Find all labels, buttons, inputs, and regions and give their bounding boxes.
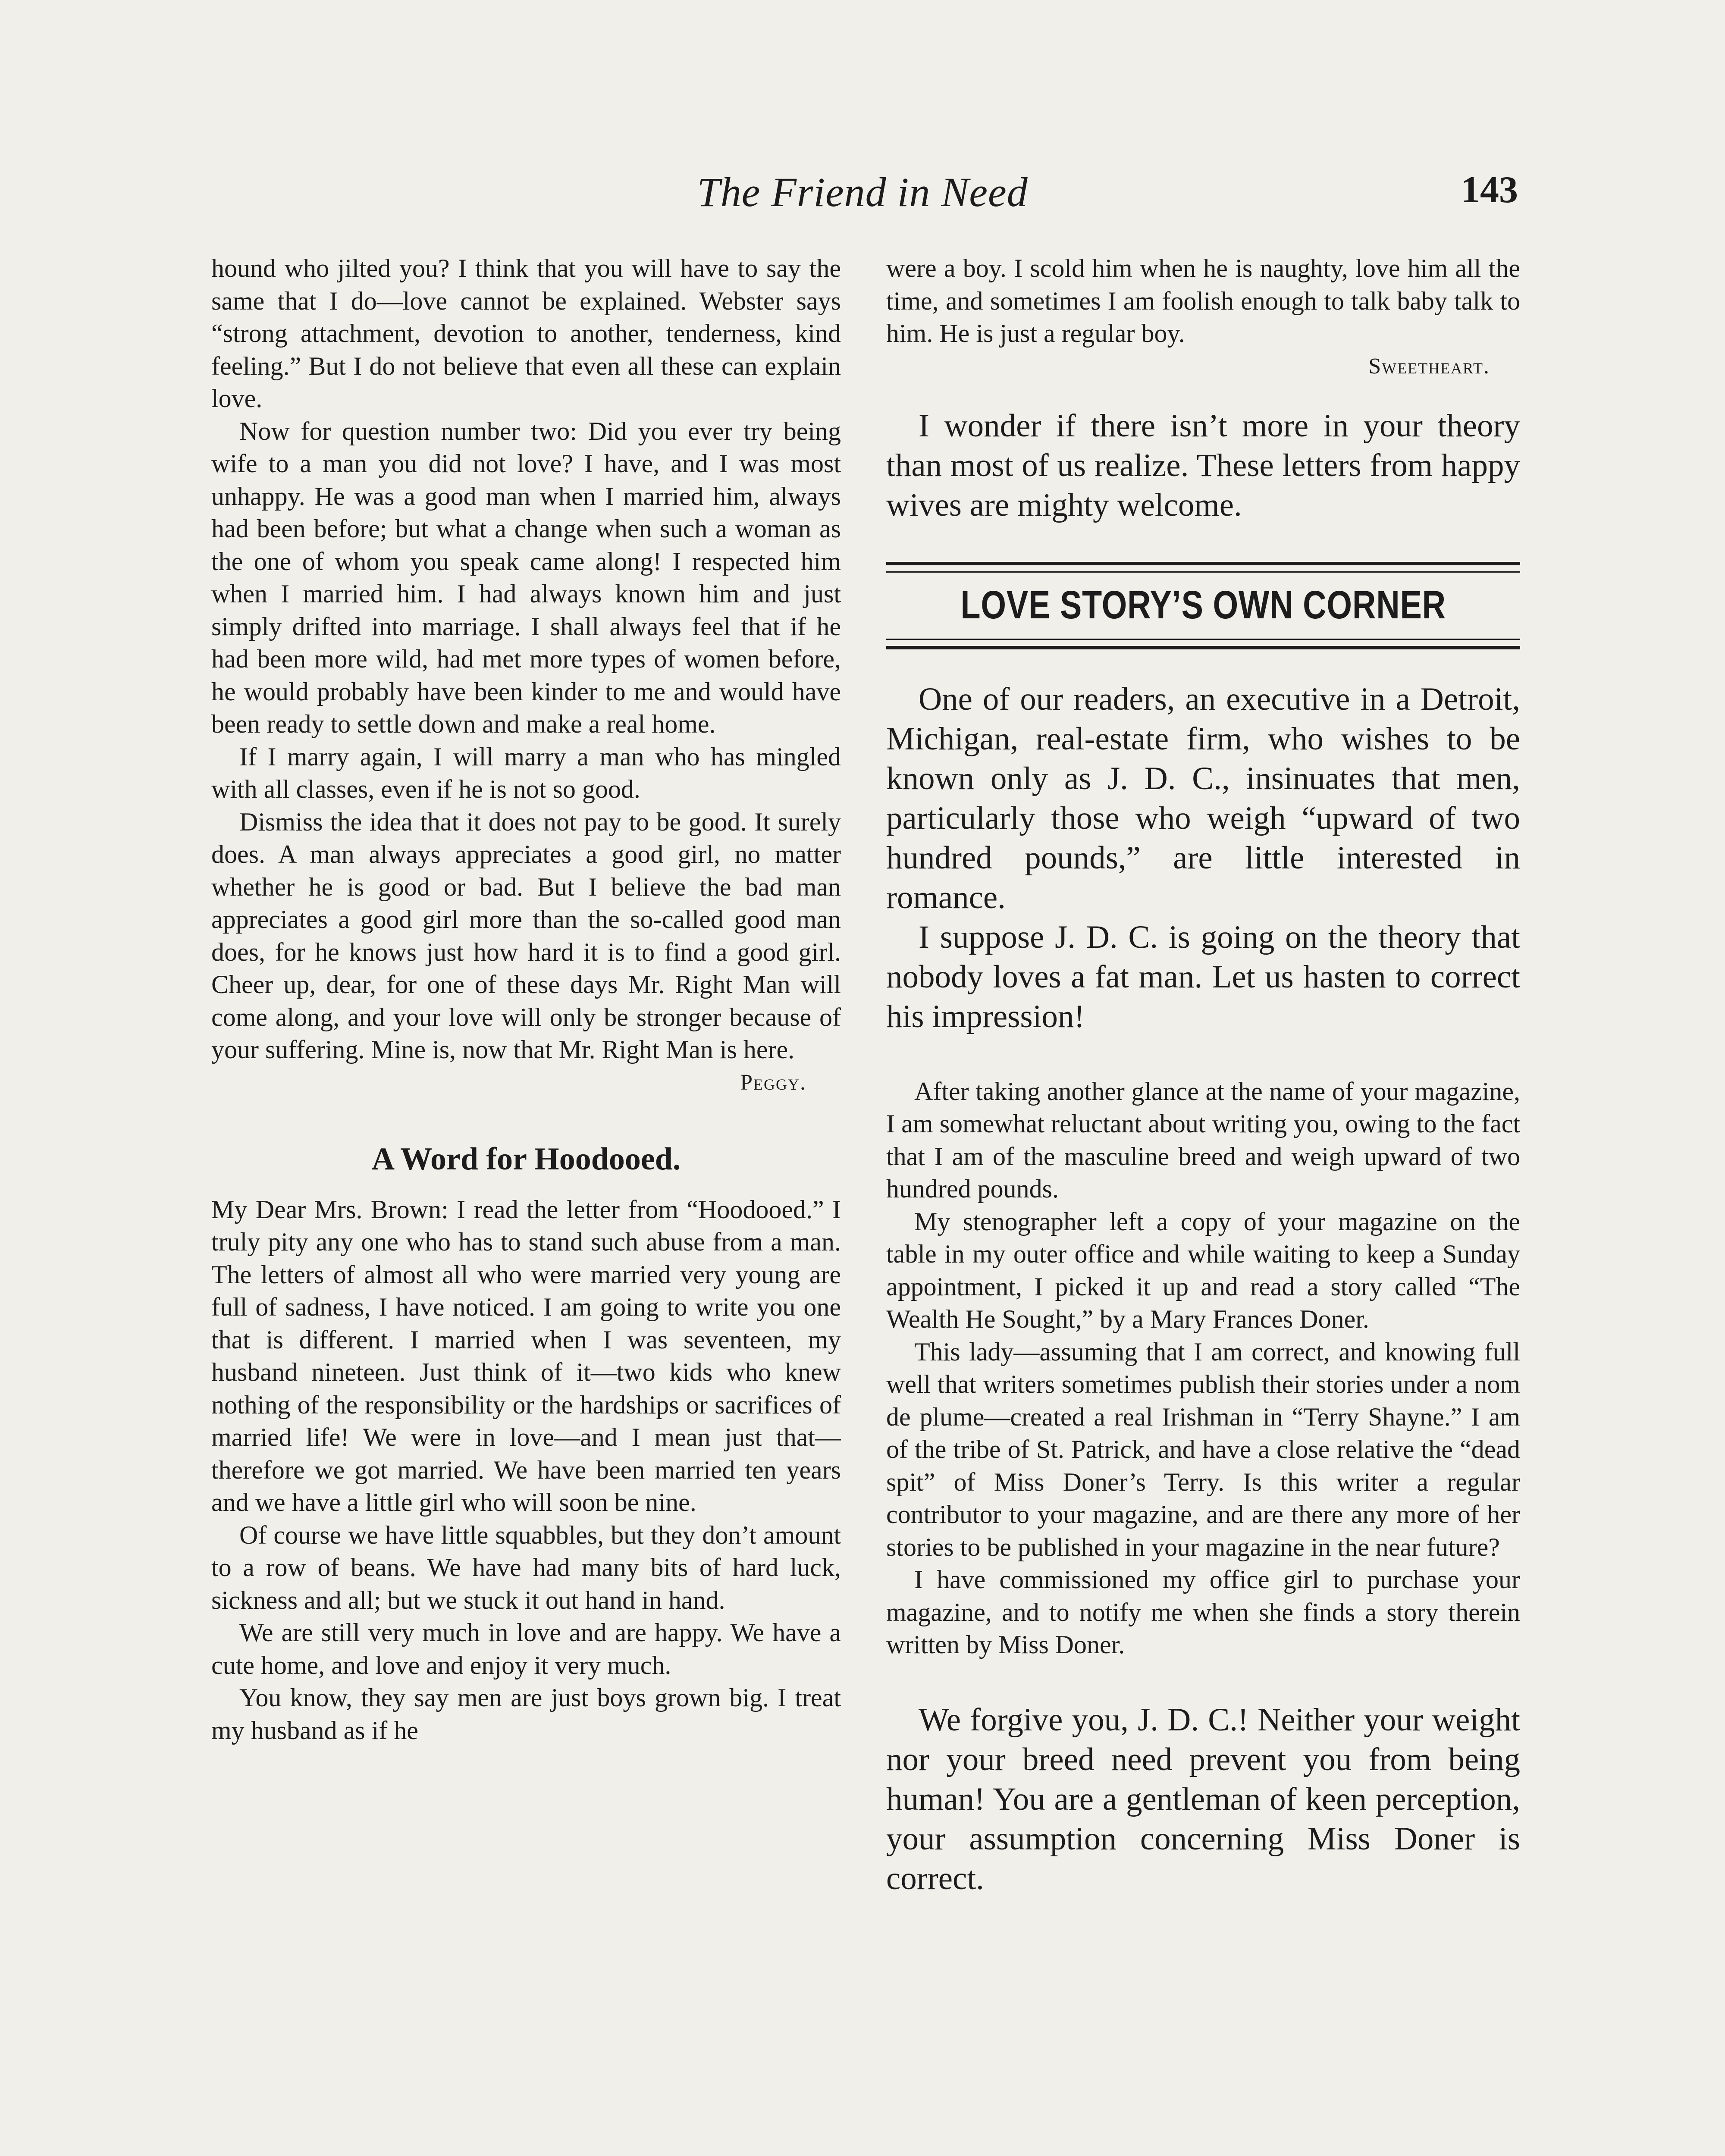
letter-paragraph: Now for question number two: Did you ever try being wife to a man you did not love? I have, and I was most unhappy. He was a good man when I married him, always had been before; but what a change when such a woman as the one of whom you speak came along! I respected him when I married him. I had always known him and just simply drifted into marriage. I shall always feel that if he had been more wild, had met more types of women before, he would probably have been kinder to me and would have been ready to settle down and make a real home. bbox=[211, 417, 841, 738]
editor-comment: I suppose J. D. C. is going on the theory that nobody loves a fat man. Let us hasten to correct his impression! bbox=[886, 919, 1520, 1034]
letter-paragraph: This lady—assuming that I am correct, and knowing full well that writers sometimes publish their stories under a nom de plume—created a real Irishman in “Terry Shayne.” I am of the tribe of St. Patrick, and have a close relative the “dead spit” of Miss Doner’s Terry. Is this writer a regular contributor to your magazine, and are there any more of her stories to be published in your magazine in the near future? bbox=[886, 1337, 1520, 1561]
editor-comment: We forgive you, J. D. C.! Neither your weight nor your breed need prevent you from being human! You are a gentleman of keen perception, your assumption concerning Miss Doner is correct. bbox=[886, 1702, 1520, 1896]
letter-paragraph: My Dear Mrs. Brown: I read the letter from “Hoodooed.” I truly pity any one who has to stand such abuse from a man. The letters of almost all who were married very young are full of sadness, I have noticed. I am going to write you one that is different. I married when I was seventeen, my husband nineteen. Just think of it—two kids who knew nothing of the responsibility or the hardships or sacrifices of married life! We were in love—and I mean just that—therefore we got married. We have been married ten years and we have a little girl who will soon be nine. bbox=[211, 1195, 841, 1517]
editor-comment: One of our readers, an executive in a Detroit, Michigan, real-estate firm, who wishes to be known only as J. D. C., insinuates that men, particularly those who weigh “upward of two hundred pounds,” are little interested in romance. bbox=[886, 681, 1520, 915]
corner-title: LOVE STORY’S OWN CORNER bbox=[960, 583, 1446, 627]
running-title: The Friend in Need bbox=[697, 169, 1028, 215]
spacer bbox=[886, 1037, 1520, 1075]
spacer bbox=[886, 382, 1520, 406]
signature-sweetheart: Sweetheart. bbox=[1368, 354, 1490, 379]
letter-paragraph: You know, they say men are just boys grown big. I treat my husband as if he bbox=[211, 1683, 841, 1745]
letter-paragraph: Of course we have little squabbles, but they don’t amount to a row of beans. We have had many bits of hard luck, sickness and all; but we stuck it out hand in hand. bbox=[211, 1520, 841, 1614]
page-header bbox=[207, 160, 1518, 233]
signature-peggy: Peggy. bbox=[740, 1070, 806, 1095]
letter-paragraph: After taking another glance at the name of your magazine, I am somewhat reluctant about writing you, owing to the fact that I am of the masculine breed and weigh upward of two hundred pounds. bbox=[886, 1077, 1520, 1203]
letter-paragraph: were a boy. I scold him when he is naughty, love him all the time, and sometimes I am foolish enough to talk baby talk to him. He is just a regular boy. bbox=[886, 254, 1520, 348]
letter-paragraph: My stenographer left a copy of your magazine on the table in my outer office and while waiting to keep a Sunday appointment, I picked it up and read a story called “The Wealth He Sought,” by a Mary Frances Doner. bbox=[886, 1207, 1520, 1333]
spacer bbox=[886, 1661, 1520, 1700]
letter-paragraph: Dismiss the idea that it does not pay to be good. It surely does. A man always appreciates a good girl, no matter whether he is good or bad. But I believe the bad man appreciates a good girl more than the so-called good man does, for he knows just how hard it is to find a good girl. Cheer up, dear, for one of these days Mr. Right Man will come along, and your love will only be stronger because of your suffering. Mine is, now that Mr. Right Man is here. bbox=[211, 807, 841, 1064]
right-column bbox=[886, 252, 1520, 2156]
section-heading: A Word for Hoodooed. bbox=[371, 1141, 681, 1177]
left-column bbox=[211, 252, 841, 2156]
letter-paragraph: If I marry again, I will marry a man who has mingled with all classes, even if he is not so good. bbox=[211, 742, 841, 803]
corner-title-box bbox=[886, 562, 1520, 649]
letter-paragraph: I have commissioned my office girl to purchase your magazine, and to notify me when she finds a story therein written by Miss Doner. bbox=[886, 1565, 1520, 1659]
letter-paragraph: hound who jilted you? I think that you will have to say the same that I do—love cannot be explained. Webster says “strong attachment, devotion to another, tenderness, kind feeling.” But I do not believe that even all these can explain love. bbox=[211, 254, 841, 413]
letter-paragraph: We are still very much in love and are happy. We have a cute home, and love and enjoy it very much. bbox=[211, 1618, 841, 1680]
editor-comment: I wonder if there isn’t more in your theory than most of us realize. These letters from happy wives are mighty welcome. bbox=[886, 407, 1520, 523]
page-number: 143 bbox=[1461, 169, 1518, 211]
